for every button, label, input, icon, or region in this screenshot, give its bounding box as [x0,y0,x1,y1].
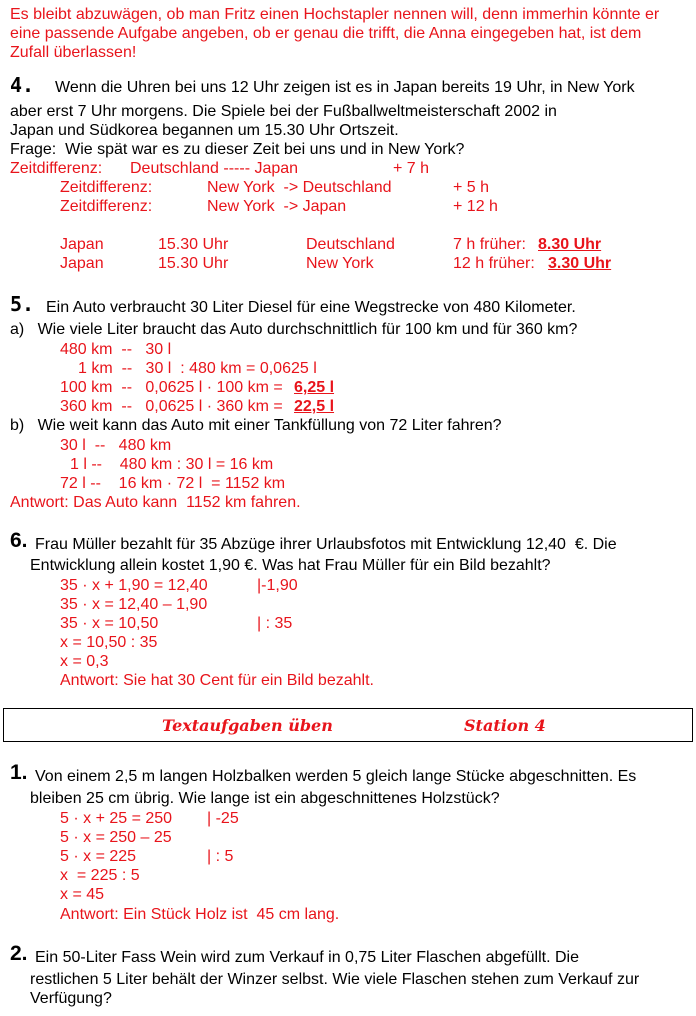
task6-eq: x = 0,3 [60,653,109,670]
task4-question-2: aber erst 7 Uhr morgens. Die Spiele bei der Fußballweltmeisterschaft 2002 in [10,103,557,120]
task6-question-1: Frau Müller bezahlt für 35 Abzüge ihrer Urlaubsfotos mit Entwicklung 12,40 €. Die [35,536,617,553]
banner-title: Textaufgaben üben [162,716,333,735]
task5-a-question: a) Wie viele Liter braucht das Auto durchschnittlich für 100 km und für 360 km? [10,321,578,338]
station1-answer: Antwort: Ein Stück Holz ist 45 cm lang. [60,906,340,923]
result-target: Deutschland [306,236,395,253]
station2-number: 2. [10,942,28,965]
diff-label: Zeitdifferenz: [60,198,153,215]
task5-question: Ein Auto verbraucht 30 Liter Diesel für eine Wegstrecke von 480 Kilometer. [46,299,576,316]
diff-value: + 5 h [453,179,490,196]
intro-line-3: Zufall überlassen! [10,44,137,61]
task6-eq: x = 10,50 : 35 [60,634,158,651]
task4-question-3: Japan und Südkorea begannen um 15.30 Uhr Ortszeit. [10,122,399,139]
result-rel: 12 h früher: [453,255,535,272]
station1-eq: x = 45 [60,886,105,903]
task6-answer: Antwort: Sie hat 30 Cent für ein Bild bezahlt. [60,672,374,689]
diff-route: Deutschland ----- Japan [130,160,299,177]
result-target: New York [306,255,374,272]
task6-eq: 35 · x = 10,50 [60,615,159,632]
station1-op: | -25 [207,810,239,827]
station1-eq: 5 · x = 225 [60,848,137,865]
result-rel: 7 h früher: [453,236,526,253]
station-banner [3,708,693,742]
task5-b-question: b) Wie weit kann das Auto mit einer Tankfüllung von 72 Liter fahren? [10,417,502,434]
banner-station: Station 4 [464,716,546,735]
diff-value: + 7 h [393,160,430,177]
result-time: 15.30 Uhr [158,255,229,272]
result-time: 15.30 Uhr [158,236,229,253]
result-answer: 3.30 Uhr [548,255,612,272]
task6-eq: 35 · x + 1,90 = 12,40 [60,577,208,594]
task5-answer: Antwort: Das Auto kann 1152 km fahren. [10,494,301,511]
result-place: Japan [60,236,104,253]
task6-eq: 35 · x = 12,40 – 1,90 [60,596,208,613]
task5-a-answer: 22,5 l [294,398,335,415]
diff-route: New York -> Deutschland [207,179,392,196]
result-place: Japan [60,255,104,272]
station1-eq: 5 · x = 250 – 25 [60,829,172,846]
diff-value: + 12 h [453,198,498,215]
task5-b-line: 1 l -- 480 km : 30 l = 16 km [70,456,274,473]
station2-question-2: restlichen 5 Liter behält der Winzer selbst. Wie viele Flaschen stehen zum Verkauf zur [30,971,640,988]
station1-op: | : 5 [207,848,234,865]
diff-label: Zeitdifferenz: [10,160,103,177]
task6-number: 6. [10,529,28,552]
task5-b-line: 72 l -- 16 km · 72 l = 1152 km [60,475,286,492]
task4-question-4: Frage: Wie spät war es zu dieser Zeit bei uns und in New York? [10,141,465,158]
station1-question-2: bleiben 25 cm übrig. Wie lange ist ein abgeschnittenes Holzstück? [30,790,500,807]
task5-a-line: 480 km -- 30 l [60,341,172,358]
diff-route: New York -> Japan [207,198,347,215]
diff-label: Zeitdifferenz: [60,179,153,196]
station1-eq: 5 · x + 25 = 250 [60,810,173,827]
task5-b-line: 30 l -- 480 km [60,437,172,454]
task5-a-line: 100 km -- 0,0625 l · 100 km = [60,379,288,396]
station1-eq: x = 225 : 5 [60,867,140,884]
task5-a-line: 1 km -- 30 l : 480 km = 0,0625 l [78,360,317,377]
intro-line-2: eine passende Aufgabe angeben, ob er genau die trifft, die Anna eingegeben hat, ist dem [10,25,642,42]
task6-question-2: Entwicklung allein kostet 1,90 €. Was hat Frau Müller für ein Bild bezahlt? [30,557,551,574]
task6-op: |-1,90 [257,577,298,594]
station2-question-3: Verfügung? [30,990,112,1007]
station1-question-1: Von einem 2,5 m langen Holzbalken werden 5 gleich lange Stücke abgeschnitten. Es [35,768,637,785]
task6-op: | : 35 [257,615,293,632]
station1-number: 1. [10,761,28,784]
station2-question-1: Ein 50-Liter Fass Wein wird zum Verkauf in 0,75 Liter Flaschen abgefüllt. Die [35,949,579,966]
task5-number: 5. [10,292,35,316]
intro-line-1: Es bleibt abzuwägen, ob man Fritz einen Hochstapler nennen will, denn immerhin könnte er [10,6,660,23]
task5-a-answer: 6,25 l [294,379,335,396]
result-answer: 8.30 Uhr [538,236,602,253]
task5-a-line: 360 km -- 0,0625 l · 360 km = [60,398,288,415]
task4-question-1: Wenn die Uhren bei uns 12 Uhr zeigen ist es in Japan bereits 19 Uhr, in New York [55,79,635,96]
task4-number: 4. [10,73,35,97]
